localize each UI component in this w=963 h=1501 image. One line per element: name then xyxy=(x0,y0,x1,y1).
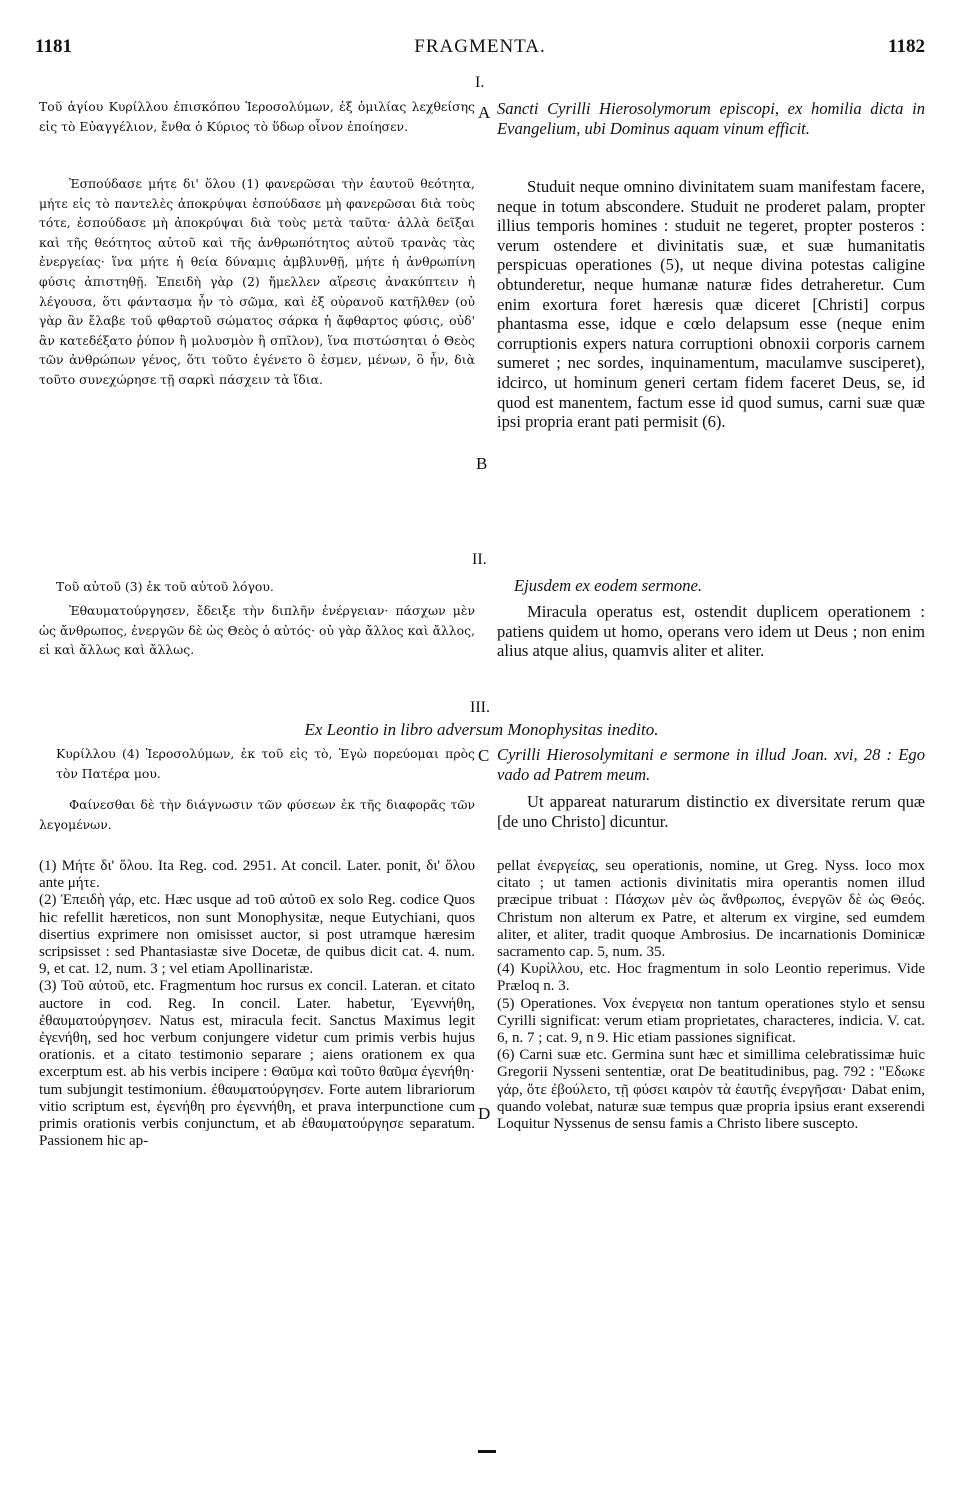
footnote-1: (1) Μήτε δι' ὅλου. Ita Reg. cod. 2951. At concil. Later. ponit, δι' ὅλου ante μήτε. xyxy=(39,858,475,892)
frag2-latin-heading: Ejusdem ex eodem sermone. xyxy=(514,576,703,595)
section-number-3: III. xyxy=(470,699,490,716)
frag1-greek-text: Ἐσπούδασε μήτε δι' ὅλου (1) φανερῶσαι τὴν ἑαυτοῦ θεότητα, μήτε εἰς τὸ παντελὲς ἀποκρύψαι ἐσπούδασε μὴ φανερῶσαι διὰ τοὺς τότε, ἐσπούδασε μὴ ἀποκρύψαι διὰ τοὺς μετὰ ταῦτα· ἀλλὰ δεῖξαι καὶ τῆς θεότητος αὐτοῦ καὶ τῆς ἀνθρωπότητος αὐτοῦ τρανὰς τὰς ἐνεργείας· ἵνα μήτε ἡ θεία δύναμις ἀμβλυνθῇ, μήτε ἡ ἀνθρωπίνη φύσις ἀπιστηθῇ. Ἐπειδὴ γὰρ (2) ἤμελλεν αἵρεσις ἀνακύπτειν ἡ λέγουσα, ὅτι φάντασμα ἦν τὸ σῶμα, καὶ ἐξ οὐρανοῦ κατῆλθεν (οὐ γὰρ ἂν ἔλαβε τοῦ φθαρτοῦ σώματος σάρκα ἡ ἄφθαρτος φύσις, οὐδ' ἂν κατεδέξατο ῥύπον ἢ μολυσμὸν ἢ σπῖλον), ἵνα πιστώσηται ὁ Θεὸς τῶν ἀνθρώπων γένος, ὅτι τοῦτο ἐγένετο ὃ ἐσμεν, μένων, ὃ ἦν, διὰ τοῦτο συνεχώρησε τῇ σαρκὶ πάσχειν τὰ ἴδια. xyxy=(39,176,475,387)
margin-letter-b: B xyxy=(476,454,488,473)
frag1-latin-heading: Sancti Cyrilli Hierosolymorum episcopi, ex homilia dicta in Evangelium, ubi Dominus aquam vinum efficit. xyxy=(497,99,925,138)
end-rule xyxy=(478,1450,496,1453)
footnote-5: (5) Operationes. Vox ἐνεργεια non tantum operationes stylo et sensu Cyrilli significat: verum etiam proprietates, characteres, indicia. V. cat. 6, n. 7 ; cat. 9, n 9. Hic etiam passiones significat. xyxy=(497,995,925,1047)
margin-letter-a: A xyxy=(478,103,491,122)
frag3-latin-text: Ut appareat naturarum distinctio ex diversitate rerum quæ [de uno Christo] dicuntur. xyxy=(497,792,925,831)
section-number-1: I. xyxy=(475,74,485,91)
footnote-3: (3) Τοῦ αὐτοῦ, etc. Fragmentum hoc rursus ex concil. Lateran. et citato auctore in cod. Reg. In concil. Later. habetur, Ἐγεννήθη, ἐθαυματούργησεν. Natus est, miracula fecit. Sanctus Maximus legit ἐγενήθη, sed hoc verbum conjungere videtur cum primis verbis hujus orationis. et a citato testimonio separare ; aiens orationem ex qua excerptum est. ab his verbis incipere : Θαῦμα καὶ τοῦτο θαῦμα ἐγενήθη· tum subjungit testimonium. ἐθαυματούργησεν. Forte autem librariorum vitio scriptum est, ἐγενήθη pro ἐγεννήθη, et prava interpunctione cum primis orationis verbis conjunctum, et ab ἐθαυματούργησε separatum. Passionem hic ap- xyxy=(39,978,475,1150)
frag2-greek-heading: Τοῦ αὐτοῦ (3) ἐκ τοῦ αὐτοῦ λόγου. xyxy=(56,579,274,594)
page-number-left: 1181 xyxy=(35,36,72,57)
frag3-latin-heading: Cyrilli Hierosolymitani e sermone in illud Joan. xvi, 28 : Ego vado ad Patrem meum. xyxy=(497,745,925,784)
footnote-continuation: pellat ἐνεργείας, seu operationis, nomine, ut Greg. Nyss. loco mox citato ; ut tamen actionis divinitatis mira operantis nomen illud præcipue tribuat : Πάσχων μὲν ὡς ἄνθρωπος, ἐνεργῶν δὲ ὡς Θεός. Christum non alterum ex Patre, et alterum ex virgine, sed eumdem aliter, et aliter, tradit quoque Ambrosius. De incarnationis Dominicæ sacramento cap. 5, num. 35. xyxy=(497,858,925,961)
frag2-latin-text: Miracula operatus est, ostendit duplicem operationem : patiens quidem ut homo, operans vero idem ut Deus ; non enim alius atque alius, quamvis aliter et aliter. xyxy=(497,602,925,661)
page-number-right: 1182 xyxy=(888,36,925,57)
footnote-6: (6) Carni suæ etc. Germina sunt hæc et simillima celebratissimæ huic Gregorii Nysseni sententiæ, orat De beatitudinibus, pag. 792 : "Εδωκε γάρ, ὅτε ἐβούλετο, τῇ φύσει καιρὸν τὰ ἑαυτῆς ἐνεργῆσαι· Dabat enim, quando volebat, naturæ suæ tempus quæ propria ipsius erant exserendi Loquitur Nyssenus de sensu famis a Christo libere suscepto. xyxy=(497,1047,925,1133)
frag2-greek-text: Ἐθαυματούργησεν, ἔδειξε τὴν διπλῆν ἐνέργειαν· πάσχων μὲν ὡς ἄνθρωπος, ἐνεργῶν δὲ ὡς Θεὸς ὁ αὐτός· οὐ γὰρ ἄλλος καὶ ἄλλος, εἰ καὶ ἄλλως καὶ ἄλλως. xyxy=(39,603,475,658)
section-number-2: II. xyxy=(472,551,487,568)
margin-letter-c: C xyxy=(478,746,490,765)
footnote-4: (4) Κυρίλλου, etc. Hoc fragmentum in solo Leontio reperimus. Vide Præloq n. 3. xyxy=(497,961,925,995)
frag3-greek-heading: Κυρίλλου (4) Ἱεροσολύμων, ἐκ τοῦ εἰς τὸ, Ἐγὼ πορεύομαι πρὸς τὸν Πατέρα μου. xyxy=(56,746,475,781)
frag3-greek-text: Φαίνεσθαι δὲ τὴν διάγνωσιν τῶν φύσεων ἐκ τῆς διαφορᾶς τῶν λεγομένων. xyxy=(39,797,475,832)
frag1-latin-text: Studuit neque omnino divinitatem suam manifestam facere, neque in totum abscondere. Studuit ne proderet palam, propter illius temporis homines : studuit ne tegeret, propter posteros : verum ostendere et divinitatis suæ, et suæ humanitatis perspicuas operationes (5), ut neque divina potestas caligine obtunderetur, neque humanæ naturæ fides detraheretur. Cum enim exortura foret hæresis quæ diceret [Christi] corpus phantasma esse, idque e cœlo delapsum esse (neque enim corruptionis expers natura corruptioni obnoxii corporis carnem sumeret ; nec sordes, inquinamentum, maculamve susciperet), idcirco, ut hominum generi certam fidem faceret Deus, se, id quod est manentem, factum esse id quod sumus, carni suæ quæ ipsi propria erant pati permisit (6). xyxy=(497,177,925,432)
running-head xyxy=(35,36,925,64)
footnote-2: (2) Ἐπειδὴ γάρ, etc. Hæc usque ad τοῦ αὐτοῦ ex solo Reg. codice Quos hic refellit hæreticos, non sunt Monophysitæ, neque Eutychiani, quos disertius exprimere non omisisset auctor, si post utramque hæresim scripsisset : sed Phantasiastæ sive Docetæ, de quibus dicit cat. 4. num. 9, et cat. 12, num. 3 ; vel etiam Apollinaristæ. xyxy=(39,892,475,978)
frag1-greek-heading: Τοῦ ἁγίου Κυρίλλου ἐπισκόπου Ἱεροσολύμων, ἐξ ὁμιλίας λεχθείσης εἰς τὸ Εὐαγγέλιον, ἔνθα ὁ Κύριος τὸ ὕδωρ οἶνον ἐποίησεν. xyxy=(39,99,475,134)
notes-left-column xyxy=(39,858,475,1150)
frag3-center-heading: Ex Leontio in libro adversum Monophysitas inedito. xyxy=(304,720,659,739)
notes-right-column xyxy=(497,858,925,1133)
margin-letter-d: D xyxy=(478,1104,491,1123)
running-title: FRAGMENTA. xyxy=(414,36,546,57)
